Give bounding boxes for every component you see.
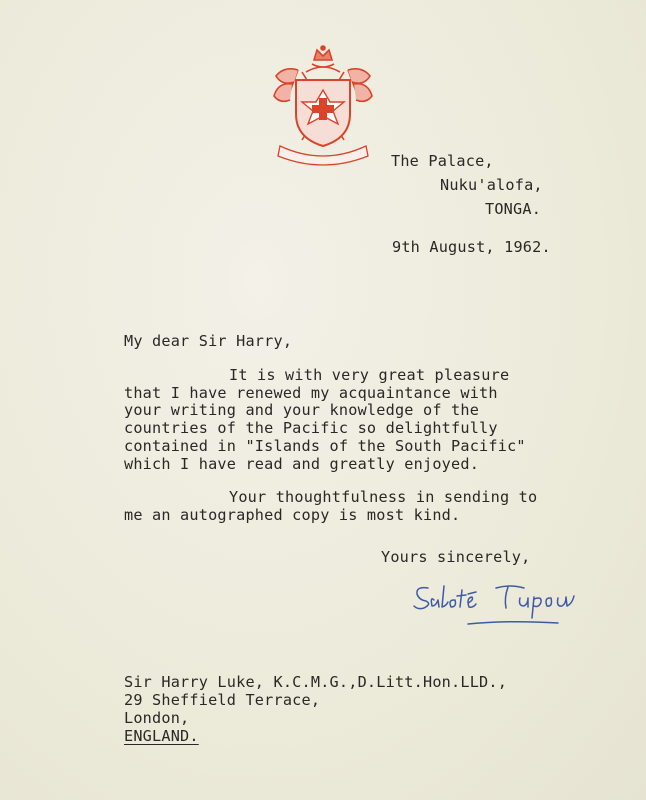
body-line: me an autographed copy is most kind. — [124, 506, 461, 524]
handwritten-signature — [408, 582, 640, 632]
salutation: My dear Sir Harry, — [124, 332, 293, 350]
body-line: It is with very great pleasure — [229, 366, 510, 384]
letter-date: 9th August, 1962. — [392, 238, 551, 256]
recipient-city: London, — [124, 709, 190, 727]
recipient-street: 29 Sheffield Terrace, — [124, 691, 321, 709]
recipient-name: Sir Harry Luke, K.C.M.G.,D.Litt.Hon.LLD., — [124, 673, 508, 691]
body-line: that I have renewed my acquaintance with — [124, 384, 498, 402]
body-line: which I have read and greatly enjoyed. — [124, 455, 480, 473]
body-line: countries of the Pacific so delightfully — [124, 419, 498, 437]
recipient-country: ENGLAND. — [124, 727, 199, 745]
body-line: your writing and your knowledge of the — [124, 401, 480, 419]
tonga-coat-of-arms-logo — [268, 42, 378, 167]
body-line: contained in "Islands of the South Pacific" — [124, 437, 526, 455]
address-line-palace: The Palace, — [391, 152, 494, 170]
closing: Yours sincerely, — [381, 548, 531, 566]
body-line: Your thoughtfulness in sending to — [229, 488, 538, 506]
address-line-country: TONGA. — [485, 200, 542, 218]
address-line-city: Nuku'alofa, — [440, 176, 543, 194]
